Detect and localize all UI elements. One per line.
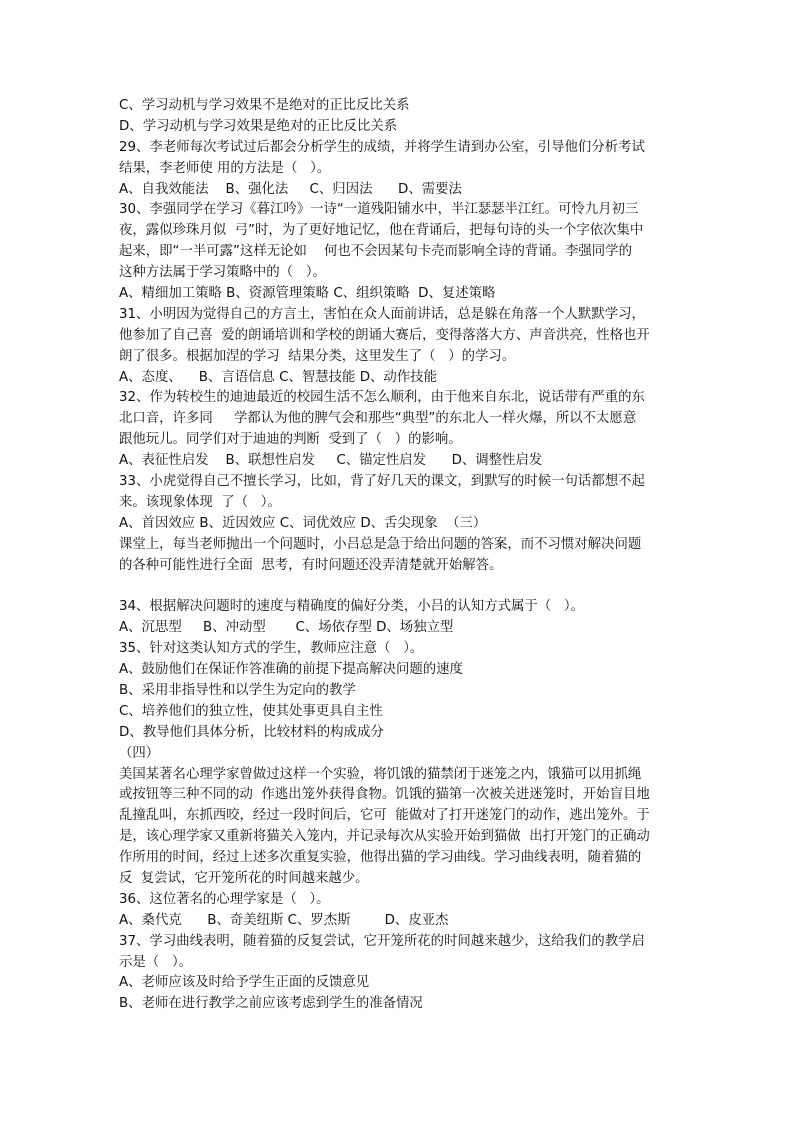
text-line: A、首因效应 B、近因效应 C、词优效应 D、舌尖现象 （三）	[119, 515, 487, 531]
text-line: 反 复尝试，它开笼所花的时间越来越少。	[119, 870, 369, 886]
text-line: A、鼓励他们在保证作答准确的前提下提高解决问题的速度	[119, 662, 463, 678]
text-line: 乱撞乱叫，东抓西咬，经过一段时间后，它可 能做对了打开迷笼门的动作，逃出笼外。于	[119, 808, 650, 824]
text-line: A、态度、 B、言语信息 C、智慧技能 D、动作技能	[119, 369, 437, 385]
text-line: 37、学习曲线表明，随着猫的反复尝试，它开笼所花的时间越来越少，这给我们的教学启	[119, 933, 645, 949]
text-line: 29、李老师每次考试过后都会分析学生的成绩，并将学生请到办公室，引导他们分析考试	[119, 139, 645, 155]
text-line: 他参加了自己喜 爱的朗诵培训和学校的朗诵大赛后，变得落落大方、声音洪亮，性格也开	[119, 327, 650, 343]
text-line: 31、小明因为觉得自己的方言土，害怕在众人面前讲话，总是躲在角落一个人默默学习，	[119, 306, 645, 322]
text-line: A、表征性启发 B、联想性启发 C、锚定性启发 D、调整性启发	[119, 453, 543, 469]
text-line: 课堂上，每当老师抛出一个问题时，小吕总是急于给出问题的答案，而不习惯对解决问题	[119, 536, 642, 552]
text-line: 这种方法属于学习策略中的（ ）。	[119, 265, 326, 281]
text-line: B、采用非指导性和以学生为定向的教学	[119, 682, 356, 698]
text-line: 朗了很多。根据加涅的学习 结果分类，这里发生了（ ）的学习。	[119, 348, 516, 364]
text-line: A、老师应该及时给予学生正面的反馈意见	[119, 975, 370, 991]
text-line: 示是（ ）。	[119, 954, 193, 970]
text-line: A、桑代克 B、奇美纽斯 C、罗杰斯 D、皮亚杰	[119, 912, 449, 928]
text-line: 作所用的时间，经过上述多次重复实验，他得出猫的学习曲线。学习曲线表明，随着猫的	[119, 850, 642, 866]
text-line: （四）	[119, 745, 160, 761]
text-line: 或按钮等三种不同的动 作逃出笼外获得食物。饥饿的猫第一次被关进迷笼时，开始盲目地	[119, 787, 650, 803]
text-line: 35、针对这类认知方式的学生，教师应注意（ ）。	[119, 641, 424, 657]
text-line: C、学习动机与学习效果不是绝对的正比反比关系	[119, 98, 410, 113]
text-line: D、学习动机与学习效果是绝对的正比反比关系	[119, 118, 398, 134]
text-line: 的各种可能性进行全面 思考，有时问题还没弄清楚就开始解答。	[119, 557, 503, 573]
blank-line	[119, 576, 679, 597]
text-line: 30、李强同学在学习《暮江吟》一诗“一道残阳铺水中，半江瑟瑟半江红。可怜九月初三	[119, 202, 639, 218]
text-line: 美国某著名心理学家曾做过这样一个实验，将饥饿的猫禁闭于迷笼之内，饿猫可以用抓绳	[119, 766, 642, 782]
text-line: D、教导他们具体分析，比较材料的构成成分	[119, 724, 384, 740]
text-line: 33、小虎觉得自己不擅长学习，比如，背了好几天的课文，到默写的时候一句话都想不起	[119, 474, 645, 490]
text-line: 跟他玩儿。同学们对于迪迪的判断 受到了（ ）的影响。	[119, 432, 462, 448]
text-line: 夜，露似珍珠月似 弓”时，为了更好地记忆，他在背诵后，把每句诗的头一个字依次集中	[119, 223, 644, 239]
text-line: 是，该心理学家又重新将猫关入笼内，并记录每次从实验开始到猫做 出打开笼门的正确动	[119, 829, 650, 845]
text-line: C、培养他们的独立性，使其处事更具自主性	[119, 703, 383, 719]
text-line: 来。该现象体现 了（ ）。	[119, 494, 281, 510]
text-line: 起来，即“一半可露”这样无论如 何也不会因某句卡壳而影响全诗的背诵。李强同学的	[119, 244, 632, 260]
text-line: A、自我效能法 B、强化法 C、归因法 D、需要法	[119, 181, 462, 197]
text-line: 结果，李老师使 用的方法是（ ）。	[119, 160, 331, 176]
text-line: 北口音，许多同 学都认为他的脾气会和那些“典型”的东北人一样火爆，所以不太愿意	[119, 411, 637, 427]
text-line: 34、根据解决问题时的速度与精确度的偏好分类，小吕的认知方式属于（ ）。	[119, 599, 584, 615]
text-line: 36、这位著名的心理学家是（ ）。	[119, 891, 330, 907]
document-page	[119, 96, 679, 1015]
text-line: A、沉思型 B、冲动型 C、场依存型 D、场独立型	[119, 620, 454, 636]
text-line: 32、作为转校生的迪迪最近的校园生活不怎么顺利，由于他来自东北，说话带有严重的东	[119, 390, 645, 406]
text-line: B、老师在进行教学之前应该考虑到学生的准备情况	[119, 996, 423, 1012]
text-line: A、精细加工策略 B、资源管理策略 C、组织策略 D、复述策略	[119, 286, 496, 302]
